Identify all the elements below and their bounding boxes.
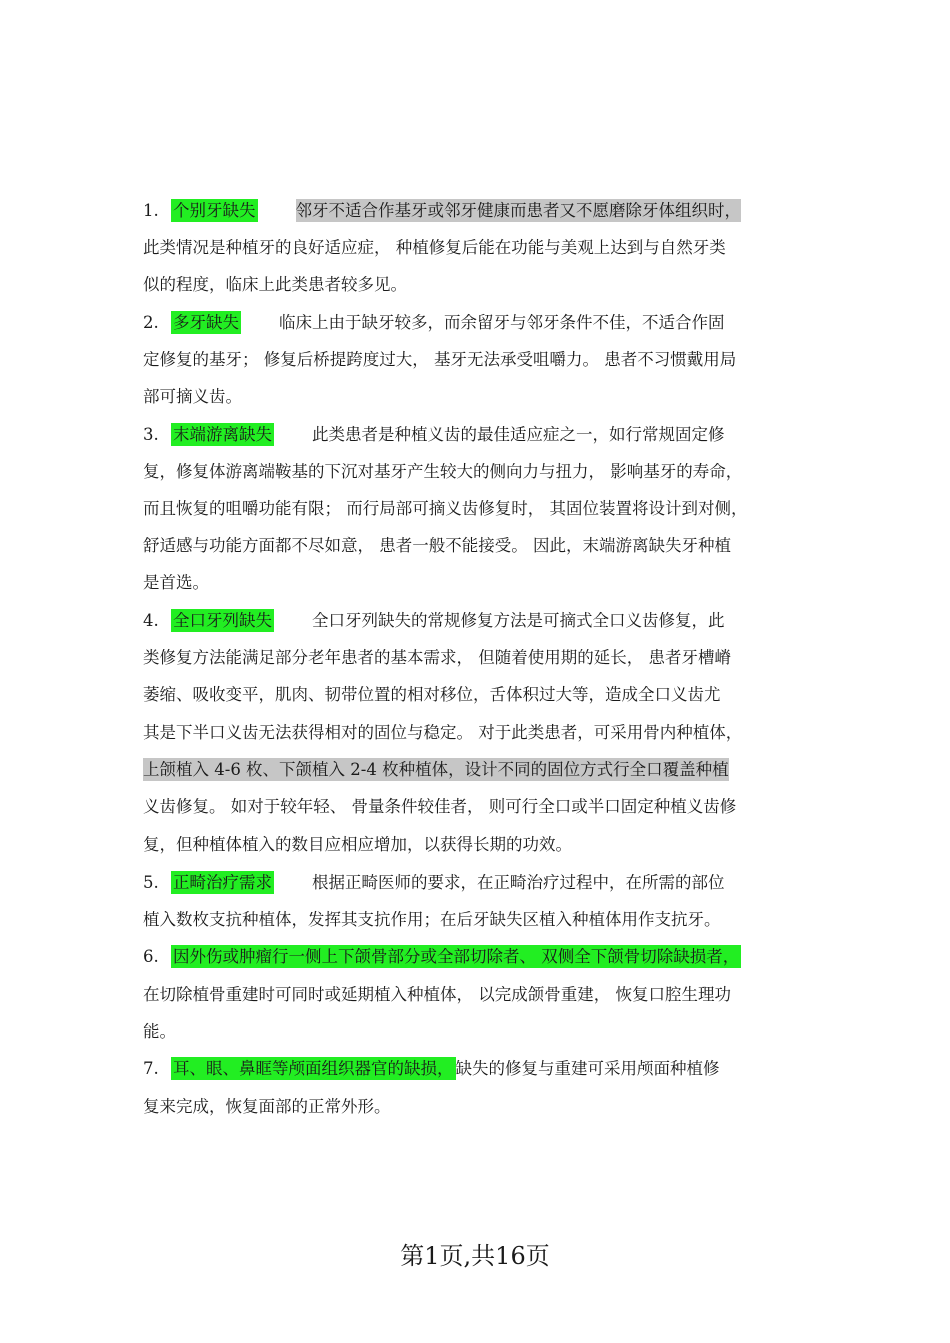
paragraph-line: 植入数枚支抗种植体，发挥其支抗作用；在后牙缺失区植入种植体用作支抗牙。 bbox=[143, 910, 721, 929]
item-number: 4. bbox=[143, 611, 159, 630]
paragraph-line: 其是下半口义齿无法获得相对的固位与稳定。 对于此类患者，可采用骨内种植体， bbox=[143, 723, 743, 742]
item-1-heading bbox=[143, 196, 741, 226]
paragraph-line bbox=[143, 755, 729, 785]
paragraph-text: 根据正畸医师的要求，在正畸治疗过程中，在所需的部位 bbox=[312, 873, 725, 892]
paragraph-text: 全口牙列缺失的常规修复方法是可摘式全口义齿修复，此 bbox=[312, 611, 725, 630]
item-2-heading bbox=[143, 308, 725, 338]
paragraph-line: 复，但种植体植入的数目应相应增加，以获得长期的功效。 bbox=[143, 835, 572, 854]
paragraph-line: 复来完成，恢复面部的正常外形。 bbox=[143, 1097, 391, 1116]
paragraph-line: 定修复的基牙； 修复后桥提跨度过大， 基牙无法承受咀嚼力。 患者不习惯戴用局 bbox=[143, 350, 737, 369]
item-title: 因外伤或肿瘤行一侧上下颌骨部分或全部切除者、 双侧全下颌骨切除缺损者， bbox=[173, 947, 740, 966]
paragraph-line: 而且恢复的咀嚼功能有限； 而行局部可摘义齿修复时， 其固位装置将设计到对侧， bbox=[143, 499, 748, 518]
item-number: 2. bbox=[143, 313, 159, 332]
item-title: 正畸治疗需求 bbox=[173, 873, 272, 892]
paragraph-line: 类修复方法能满足部分老年患者的基本需求， 但随着使用期的延长， 患者牙槽嵴 bbox=[143, 648, 731, 667]
item-number: 7. bbox=[143, 1059, 159, 1078]
item-4-heading bbox=[143, 606, 725, 636]
item-title: 多牙缺失 bbox=[173, 313, 239, 332]
paragraph-line: 复，修复体游离端鞍基的下沉对基牙产生较大的侧向力与扭力， 影响基牙的寿命， bbox=[143, 462, 743, 481]
paragraph-line: 在切除植骨重建时可同时或延期植入种植体， 以完成颌骨重建， 恢复口腔生理功 bbox=[143, 985, 731, 1004]
paragraph-text: 此类患者是种植义齿的最佳适应症之一，如行常规固定修 bbox=[312, 425, 725, 444]
item-6-heading bbox=[143, 942, 741, 972]
page-footer: 第1页,共16页 bbox=[400, 1242, 550, 1270]
paragraph-line: 是首选。 bbox=[143, 573, 209, 592]
paragraph-line: 此类情况是种植牙的良好适应症， 种植修复后能在功能与美观上达到与自然牙类 bbox=[143, 238, 726, 257]
paragraph-line: 萎缩、吸收变平，肌肉、韧带位置的相对移位，舌体积过大等，造成全口义齿尤 bbox=[143, 685, 721, 704]
item-7-heading bbox=[143, 1054, 720, 1084]
item-3-heading bbox=[143, 420, 725, 450]
item-number: 6. bbox=[143, 947, 159, 966]
paragraph-text: 缺失的修复与重建可采用颅面种植修 bbox=[455, 1059, 720, 1078]
paragraph-line: 义齿修复。 如对于较年轻、 骨量条件较佳者， 则可行全口或半口固定种植义齿修 bbox=[143, 797, 737, 816]
paragraph-line: 部可摘义齿。 bbox=[143, 387, 242, 406]
item-number: 1. bbox=[143, 201, 159, 220]
paragraph-text: 邻牙不适合作基牙或邻牙健康而患者又不愿磨除牙体组织时， bbox=[295, 201, 741, 220]
paragraph-line: 能。 bbox=[143, 1022, 176, 1041]
item-number: 5. bbox=[143, 873, 159, 892]
item-5-heading bbox=[143, 868, 725, 898]
highlighted-text: 上颌植入 4-6 枚、下颌植入 2-4 枚种植体，设计不同的固位方式行全口覆盖种植 bbox=[143, 760, 729, 779]
paragraph-line: 似的程度，临床上此类患者较多见。 bbox=[143, 275, 407, 294]
item-title: 末端游离缺失 bbox=[173, 425, 272, 444]
paragraph-line: 舒适感与功能方面都不尽如意， 患者一般不能接受。 因此，末端游离缺失牙种植 bbox=[143, 536, 731, 555]
item-title: 耳、眼、鼻眶等颅面组织器官的缺损， bbox=[173, 1059, 454, 1078]
paragraph-text: 临床上由于缺牙较多，而余留牙与邻牙条件不佳，不适合作固 bbox=[279, 313, 725, 332]
item-number: 3. bbox=[143, 425, 159, 444]
item-title: 全口牙列缺失 bbox=[173, 611, 272, 630]
item-title: 个别牙缺失 bbox=[173, 201, 256, 220]
